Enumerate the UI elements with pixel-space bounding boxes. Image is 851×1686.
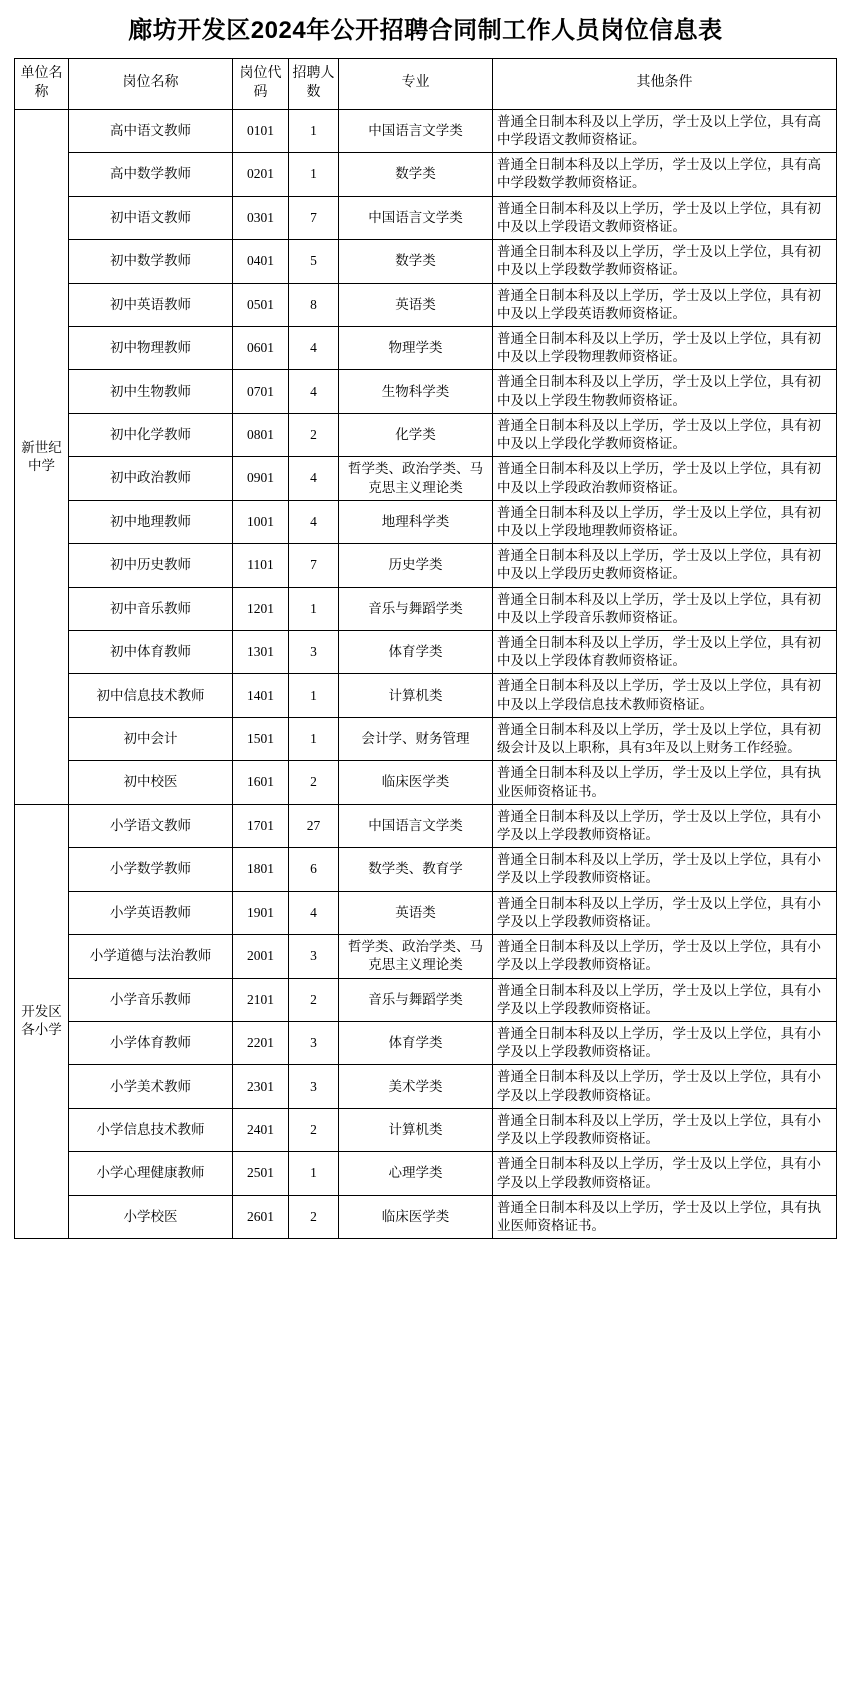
major-cell: 哲学类、政治学类、马克思主义理论类: [339, 457, 493, 500]
post-name-cell: 初中政治教师: [69, 457, 233, 500]
other-conditions-cell: 普通全日制本科及以上学历，学士及以上学位，具有初中及以上学段信息技术教师资格证。: [493, 674, 837, 717]
post-code-cell: 0901: [233, 457, 289, 500]
table-row: [15, 1021, 837, 1064]
table-row: [15, 1195, 837, 1238]
table-row: [15, 891, 837, 934]
major-cell: 临床医学类: [339, 1195, 493, 1238]
other-conditions-cell: 普通全日制本科及以上学历，学士及以上学位，具有执业医师资格证书。: [493, 1195, 837, 1238]
other-conditions-cell: 普通全日制本科及以上学历，学士及以上学位，具有初中及以上学段音乐教师资格证。: [493, 587, 837, 630]
post-name-cell: 初中物理教师: [69, 326, 233, 369]
post-code-cell: 0601: [233, 326, 289, 369]
post-code-cell: 2601: [233, 1195, 289, 1238]
recruit-number-cell: 4: [289, 500, 339, 543]
other-conditions-cell: 普通全日制本科及以上学历，学士及以上学位，具有初中及以上学段化学教师资格证。: [493, 413, 837, 456]
table-row: [15, 457, 837, 500]
recruit-number-cell: 2: [289, 978, 339, 1021]
other-conditions-cell: 普通全日制本科及以上学历，学士及以上学位，具有初级会计及以上职称，具有3年及以上财务工作经验。: [493, 717, 837, 760]
column-header-major: 专业: [339, 59, 493, 110]
other-conditions-cell: 普通全日制本科及以上学历，学士及以上学位，具有初中及以上学段数学教师资格证。: [493, 240, 837, 283]
post-code-cell: 0201: [233, 153, 289, 196]
post-name-cell: 小学音乐教师: [69, 978, 233, 1021]
table-row: [15, 240, 837, 283]
other-conditions-cell: 普通全日制本科及以上学历，学士及以上学位，具有小学及以上学段教师资格证。: [493, 1021, 837, 1064]
unit-name-cell: 新世纪中学: [15, 109, 69, 804]
major-cell: 中国语言文学类: [339, 109, 493, 152]
recruit-number-cell: 2: [289, 413, 339, 456]
post-name-cell: 初中英语教师: [69, 283, 233, 326]
recruit-number-cell: 1: [289, 153, 339, 196]
table-row: [15, 978, 837, 1021]
table-header-row: [15, 59, 837, 110]
other-conditions-cell: 普通全日制本科及以上学历，学士及以上学位，具有小学及以上学段教师资格证。: [493, 1152, 837, 1195]
post-name-cell: 小学英语教师: [69, 891, 233, 934]
major-cell: 心理学类: [339, 1152, 493, 1195]
other-conditions-cell: 普通全日制本科及以上学历，学士及以上学位，具有小学及以上学段教师资格证。: [493, 891, 837, 934]
other-conditions-cell: 普通全日制本科及以上学历，学士及以上学位，具有初中及以上学段政治教师资格证。: [493, 457, 837, 500]
post-code-cell: 1001: [233, 500, 289, 543]
major-cell: 数学类、教育学: [339, 848, 493, 891]
recruit-number-cell: 3: [289, 935, 339, 978]
other-conditions-cell: 普通全日制本科及以上学历，学士及以上学位，具有初中及以上学段物理教师资格证。: [493, 326, 837, 369]
table-row: [15, 761, 837, 804]
other-conditions-cell: 普通全日制本科及以上学历，学士及以上学位，具有初中及以上学段体育教师资格证。: [493, 631, 837, 674]
recruit-number-cell: 3: [289, 631, 339, 674]
other-conditions-cell: 普通全日制本科及以上学历，学士及以上学位，具有初中及以上学段语文教师资格证。: [493, 196, 837, 239]
post-name-cell: 小学语文教师: [69, 804, 233, 847]
post-code-cell: 1301: [233, 631, 289, 674]
major-cell: 生物科学类: [339, 370, 493, 413]
other-conditions-cell: 普通全日制本科及以上学历，学士及以上学位，具有初中及以上学段历史教师资格证。: [493, 544, 837, 587]
post-code-cell: 0701: [233, 370, 289, 413]
recruit-number-cell: 1: [289, 717, 339, 760]
table-row: [15, 326, 837, 369]
post-name-cell: 初中音乐教师: [69, 587, 233, 630]
post-code-cell: 1101: [233, 544, 289, 587]
post-code-cell: 1201: [233, 587, 289, 630]
table-row: [15, 544, 837, 587]
post-code-cell: 1801: [233, 848, 289, 891]
major-cell: 体育学类: [339, 1021, 493, 1064]
other-conditions-cell: 普通全日制本科及以上学历，学士及以上学位，具有小学及以上学段教师资格证。: [493, 1108, 837, 1151]
table-row: [15, 413, 837, 456]
post-name-cell: 小学数学教师: [69, 848, 233, 891]
recruit-number-cell: 2: [289, 761, 339, 804]
major-cell: 历史学类: [339, 544, 493, 587]
major-cell: 计算机类: [339, 674, 493, 717]
post-code-cell: 0101: [233, 109, 289, 152]
other-conditions-cell: 普通全日制本科及以上学历，学士及以上学位，具有执业医师资格证书。: [493, 761, 837, 804]
table-row: [15, 717, 837, 760]
recruit-number-cell: 1: [289, 587, 339, 630]
other-conditions-cell: 普通全日制本科及以上学历，学士及以上学位，具有初中及以上学段生物教师资格证。: [493, 370, 837, 413]
post-name-cell: 初中生物教师: [69, 370, 233, 413]
post-code-cell: 0401: [233, 240, 289, 283]
other-conditions-cell: 普通全日制本科及以上学历，学士及以上学位，具有高中学段语文教师资格证。: [493, 109, 837, 152]
major-cell: 数学类: [339, 153, 493, 196]
major-cell: 数学类: [339, 240, 493, 283]
recruit-number-cell: 4: [289, 326, 339, 369]
table-row: [15, 500, 837, 543]
table-row: [15, 587, 837, 630]
post-code-cell: 2501: [233, 1152, 289, 1195]
major-cell: 美术学类: [339, 1065, 493, 1108]
table-row: [15, 283, 837, 326]
page-title: 廊坊开发区2024年公开招聘合同制工作人员岗位信息表: [128, 17, 723, 44]
table-row: [15, 804, 837, 847]
other-conditions-cell: 普通全日制本科及以上学历，学士及以上学位，具有小学及以上学段教师资格证。: [493, 978, 837, 1021]
table-row: [15, 1065, 837, 1108]
post-name-cell: 高中数学教师: [69, 153, 233, 196]
post-name-cell: 初中体育教师: [69, 631, 233, 674]
other-conditions-cell: 普通全日制本科及以上学历，学士及以上学位，具有小学及以上学段教师资格证。: [493, 1065, 837, 1108]
post-name-cell: 小学心理健康教师: [69, 1152, 233, 1195]
table-row: [15, 631, 837, 674]
major-cell: 地理科学类: [339, 500, 493, 543]
major-cell: 化学类: [339, 413, 493, 456]
post-name-cell: 小学信息技术教师: [69, 1108, 233, 1151]
post-name-cell: 初中校医: [69, 761, 233, 804]
major-cell: 英语类: [339, 891, 493, 934]
table-row: [15, 370, 837, 413]
major-cell: 物理学类: [339, 326, 493, 369]
post-name-cell: 小学校医: [69, 1195, 233, 1238]
recruit-number-cell: 27: [289, 804, 339, 847]
major-cell: 音乐与舞蹈学类: [339, 587, 493, 630]
major-cell: 哲学类、政治学类、马克思主义理论类: [339, 935, 493, 978]
post-name-cell: 小学体育教师: [69, 1021, 233, 1064]
recruit-number-cell: 2: [289, 1195, 339, 1238]
post-name-cell: 高中语文教师: [69, 109, 233, 152]
post-code-cell: 1901: [233, 891, 289, 934]
job-info-table: [14, 58, 837, 1239]
table-row: [15, 196, 837, 239]
table-row: [15, 1108, 837, 1151]
table-body: [15, 109, 837, 1238]
recruit-number-cell: 4: [289, 370, 339, 413]
table-row: [15, 674, 837, 717]
unit-name-cell: 开发区各小学: [15, 804, 69, 1238]
post-code-cell: 2401: [233, 1108, 289, 1151]
other-conditions-cell: 普通全日制本科及以上学历，学士及以上学位，具有初中及以上学段地理教师资格证。: [493, 500, 837, 543]
column-header-code: 岗位代码: [233, 59, 289, 110]
post-code-cell: 0801: [233, 413, 289, 456]
post-code-cell: 1601: [233, 761, 289, 804]
major-cell: 英语类: [339, 283, 493, 326]
other-conditions-cell: 普通全日制本科及以上学历，学士及以上学位，具有高中学段数学教师资格证。: [493, 153, 837, 196]
column-header-post: 岗位名称: [69, 59, 233, 110]
recruit-number-cell: 3: [289, 1065, 339, 1108]
post-code-cell: 1401: [233, 674, 289, 717]
recruit-number-cell: 7: [289, 544, 339, 587]
post-code-cell: 2001: [233, 935, 289, 978]
other-conditions-cell: 普通全日制本科及以上学历，学士及以上学位，具有小学及以上学段教师资格证。: [493, 804, 837, 847]
post-name-cell: 初中历史教师: [69, 544, 233, 587]
table-row: [15, 153, 837, 196]
major-cell: 计算机类: [339, 1108, 493, 1151]
table-row: [15, 1152, 837, 1195]
post-code-cell: 2201: [233, 1021, 289, 1064]
post-name-cell: 初中语文教师: [69, 196, 233, 239]
post-code-cell: 1701: [233, 804, 289, 847]
recruit-number-cell: 2: [289, 1108, 339, 1151]
column-header-unit: 单位名称: [15, 59, 69, 110]
post-code-cell: 0301: [233, 196, 289, 239]
post-name-cell: 小学道德与法治教师: [69, 935, 233, 978]
post-name-cell: 初中数学教师: [69, 240, 233, 283]
major-cell: 中国语言文学类: [339, 196, 493, 239]
recruit-number-cell: 4: [289, 891, 339, 934]
recruit-number-cell: 4: [289, 457, 339, 500]
table-row: [15, 109, 837, 152]
recruit-number-cell: 1: [289, 109, 339, 152]
recruit-number-cell: 1: [289, 674, 339, 717]
column-header-number: 招聘人数: [289, 59, 339, 110]
post-name-cell: 小学美术教师: [69, 1065, 233, 1108]
column-header-other: 其他条件: [493, 59, 837, 110]
recruit-number-cell: 8: [289, 283, 339, 326]
major-cell: 体育学类: [339, 631, 493, 674]
table-row: [15, 935, 837, 978]
other-conditions-cell: 普通全日制本科及以上学历，学士及以上学位，具有小学及以上学段教师资格证。: [493, 935, 837, 978]
table-header: [15, 59, 837, 110]
recruit-number-cell: 3: [289, 1021, 339, 1064]
major-cell: 会计学、财务管理: [339, 717, 493, 760]
post-code-cell: 0501: [233, 283, 289, 326]
post-code-cell: 2301: [233, 1065, 289, 1108]
table-row: [15, 848, 837, 891]
post-code-cell: 1501: [233, 717, 289, 760]
recruit-number-cell: 1: [289, 1152, 339, 1195]
post-code-cell: 2101: [233, 978, 289, 1021]
post-name-cell: 初中化学教师: [69, 413, 233, 456]
post-name-cell: 初中信息技术教师: [69, 674, 233, 717]
major-cell: 音乐与舞蹈学类: [339, 978, 493, 1021]
other-conditions-cell: 普通全日制本科及以上学历，学士及以上学位，具有小学及以上学段教师资格证。: [493, 848, 837, 891]
major-cell: 临床医学类: [339, 761, 493, 804]
recruit-number-cell: 5: [289, 240, 339, 283]
recruit-number-cell: 7: [289, 196, 339, 239]
post-name-cell: 初中地理教师: [69, 500, 233, 543]
recruit-number-cell: 6: [289, 848, 339, 891]
post-name-cell: 初中会计: [69, 717, 233, 760]
major-cell: 中国语言文学类: [339, 804, 493, 847]
other-conditions-cell: 普通全日制本科及以上学历，学士及以上学位，具有初中及以上学段英语教师资格证。: [493, 283, 837, 326]
